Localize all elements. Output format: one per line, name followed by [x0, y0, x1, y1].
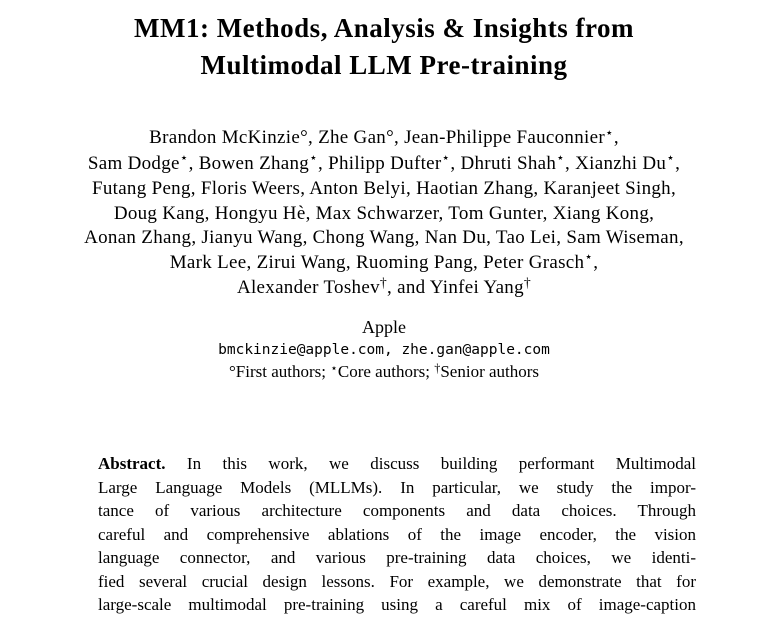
abstract — [98, 452, 696, 617]
superscript-marker: † — [434, 360, 441, 375]
author-line: Aonan Zhang, Jianyu Wang, Chong Wang, Nan Du, Tao Lei, Sam Wiseman, — [84, 227, 684, 248]
affiliation-block — [0, 316, 768, 384]
author-line: Mark Lee, Zirui Wang, Ruoming Pang, Peter Grasch⋆, — [169, 249, 599, 273]
author-line: Brandon McKinzie°, Zhe Gan°, Jean-Philippe Fauconnier⋆, — [149, 124, 619, 148]
superscript-marker: ⋆ — [309, 150, 318, 166]
paper-title — [0, 10, 768, 84]
superscript-marker: ⋆ — [556, 150, 566, 166]
superscript-marker: † — [379, 274, 388, 290]
abstract-line: Large Language Models (MLLMs). In particular, we study the impor- — [98, 477, 696, 497]
authors-block — [0, 126, 768, 302]
author-line: Futang Peng, Floris Weers, Anton Belyi, Haotian Zhang, Karanjeet Singh, — [91, 178, 677, 199]
abstract-line: tance of various architecture components and data choices. Through — [98, 501, 696, 520]
author-line: Doug Kang, Hongyu Hè, Max Schwarzer, Tom Gunter, Xiang Kong, — [113, 202, 655, 224]
author-line: Sam Dodge⋆, Bowen Zhang⋆, Philipp Dufter⋆, Dhruti Shah⋆, Xianzhi Du⋆, — [87, 150, 681, 174]
abstract-line: fied several crucial design lessons. For example, we demonstrate that for — [98, 571, 696, 591]
abstract-line: language connector, and various pre-training data choices, we identi- — [98, 548, 696, 567]
superscript-marker: ⋆ — [330, 360, 338, 375]
paper-title-line-2: Multimodal LLM Pre-training — [200, 50, 568, 80]
abstract-line: careful and comprehensive ablations of the image encoder, the vision — [98, 524, 696, 544]
superscript-marker: ⋆ — [179, 150, 189, 166]
superscript-marker: ⋆ — [666, 150, 676, 166]
author-line: Alexander Toshev†, and Yinfei Yang† — [236, 274, 532, 298]
affiliation-name: Apple — [362, 317, 406, 337]
abstract-first-line-text: In this work, we discuss building performant Multimodal — [186, 454, 696, 473]
contact-emails: bmckinzie@apple.com, zhe.gan@apple.com — [218, 342, 550, 358]
superscript-marker: ⋆ — [584, 249, 594, 265]
abstract-first-line — [98, 452, 696, 476]
paper-title-line-1: MM1: Methods, Analysis & Insights from — [133, 13, 635, 43]
abstract-label: Abstract. — [98, 454, 166, 473]
abstract-line: large-scale multimodal pre-training using a careful mix of image-caption — [98, 595, 696, 614]
superscript-marker: † — [523, 274, 532, 290]
superscript-marker: ⋆ — [441, 150, 451, 166]
superscript-marker: ⋆ — [604, 124, 614, 140]
author-notes: °First authors; ⋆Core authors; †Senior authors — [228, 360, 540, 381]
